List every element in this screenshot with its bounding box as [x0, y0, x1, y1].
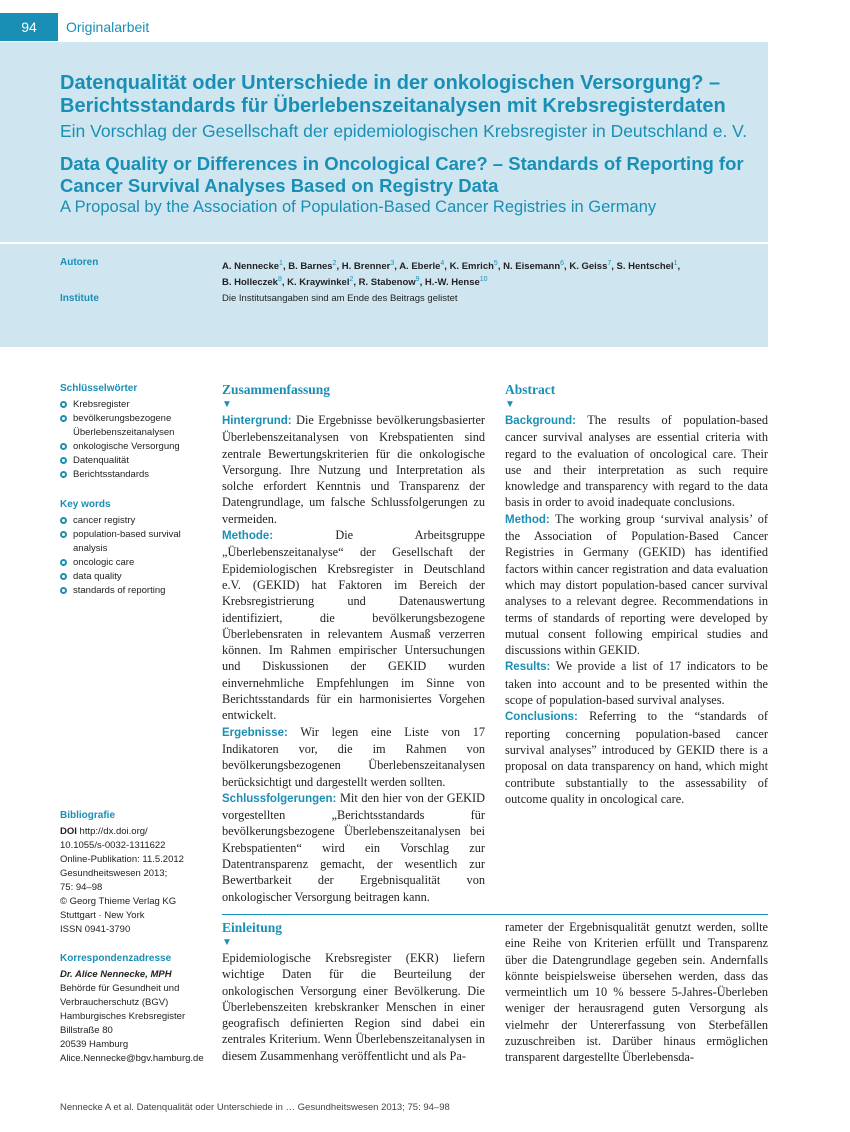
keyword-de-text: Berichtsstandards — [73, 469, 150, 480]
method-label: Method: — [505, 513, 550, 526]
keyword-en-text: data quality — [73, 571, 122, 582]
affiliation-number: 6 — [560, 260, 565, 267]
methode-text: Die Arbeitsgruppe „Überlebenszeitanalyse“ der Gesellschaft der Epidemiologischen Krebsregister in Deutschland e.V. (GEKID) hat Faktoren im Bereich der Krebsregistrierung und Datenauswertung identifiziert, die bevölkerungsbezogene Überlebensraten in relevantem Ausmaß verzerren können. Im Rahmen empirischer Untersuchungen und Diskussionen der GEKID wurden einvernehmliche Empfehlungen im Sinne von Berichtsstandards für ein harmonisiertes Vorgehen entwickelt. — [222, 528, 485, 723]
english-title: Data Quality or Differences in Oncological Care? – Standards of Reporting for Cancer Survival Analyses Based on Registry Data — [60, 153, 744, 196]
keyword-en-item — [60, 514, 210, 528]
schluss-text: Mit den hier von der GEKID vorgestellten „Berichtsstandards für bevölkerungsbezogene Überlebenszeitanalysen bei Krebspatienten“ wird ein Vorschlag zur Datentransparenz gemacht, der wesentlich zur Bewertbarkeit der Ergebnisqualität von onkologischer Versorgung beitragen kann. — [222, 790, 486, 904]
keyword-de-item — [60, 412, 210, 440]
section-label: Originalarbeit — [66, 19, 150, 35]
circle-bullet-icon — [60, 559, 67, 566]
institute-label: Institute — [60, 293, 99, 304]
keywords-en-list — [60, 514, 210, 598]
background-text: The results of population-based cancer survival analyses are essential criteria with regard to the evaluation of oncological care. Their use and their interpretation as such require knowledge and transparency with regard to the data basis in order to avoid inadequate conclusions. — [505, 413, 768, 510]
methode-paragraph — [222, 527, 485, 724]
keyword-de-item — [60, 398, 210, 412]
correspondence-heading: Korrespondenzadresse — [60, 953, 172, 964]
circle-bullet-icon — [60, 587, 67, 594]
background-paragraph — [505, 412, 768, 511]
author-name: N. Eisemann — [503, 261, 561, 273]
affiliation-number: 5 — [493, 260, 498, 267]
author-name: H. Brenner — [341, 261, 391, 273]
affiliation-number: 9 — [415, 276, 420, 284]
bibliography-line: Stuttgart · New York — [60, 910, 145, 921]
correspondence-line: Alice.Nennecke@bgv.hamburg.de — [60, 1053, 204, 1064]
correspondence — [60, 952, 210, 1066]
circle-bullet-icon — [60, 401, 67, 408]
circle-bullet-icon — [60, 443, 67, 450]
circle-bullet-icon — [60, 457, 67, 464]
triangle-marker-icon: ▼ — [222, 399, 232, 410]
correspondence-line: Hamburgisches Krebsregister — [60, 1011, 186, 1022]
keywords-en — [60, 498, 210, 598]
keyword-en-item — [60, 556, 210, 570]
author-name: R. Stabenow — [358, 277, 416, 289]
circle-bullet-icon — [60, 415, 67, 422]
bibliography-line: Online-Publikation: 11.5.2012 — [60, 854, 184, 865]
hintergrund-text: Die Ergebnisse bevölkerungsbasierter Überlebenszeitanalysen von Krebspatienten sind zentrale Bewertungskriterien für die onkologische Versorgung. Ihre Nutzung und Interpretation als solche erfordert Kenntnis und Transparenz der Datengrundlage, um falsche Schlussfolgerungen zu vermeiden. — [222, 413, 486, 526]
keyword-en-text: population-based survival analysis — [73, 529, 181, 554]
correspondence-line: Verbraucherschutz (BGV) — [60, 997, 169, 1008]
affiliation-number: 10 — [479, 276, 488, 284]
author-list: A. Nennecke$^1$, B. Barnes$^2$, H. Brenner$^3$, A. Eberle$^4$, K. Emrich$^5$, N. Eisemann$^6$, K. Geiss$^7$, S. Hentschel$^1$, B. Holleczek$^8$, K. Kraywinkel$^2$, R. Stabenow$^9$, H.-W. Hense$^{10}$ — [222, 260, 681, 289]
section-divider — [222, 914, 768, 915]
keywords-de-heading: Schlüsselwörter — [60, 383, 138, 394]
affiliation-number: 1 — [673, 260, 678, 267]
affiliation-number: 3 — [390, 260, 395, 267]
bibliography-line: 75: 94–98 — [60, 882, 103, 893]
bibliography-line: 10.1055/s-0032-1311622 — [60, 840, 166, 851]
background-label: Background: — [505, 415, 576, 427]
keyword-de-text: bevölkerungsbezogene Überlebenszeitanalysen — [73, 413, 175, 438]
results-label: Results: — [505, 661, 551, 674]
circle-bullet-icon — [60, 573, 67, 580]
author-name: B. Holleczek — [222, 277, 278, 289]
affiliation-number: 1 — [279, 260, 283, 267]
results-paragraph — [505, 658, 768, 708]
method-text: The working group ‘survival analysis’ of the Association of Population-Based Cancer Registries in Germany (GEKID) has identified factors within cancer registration and data evaluation which may distort population-based cancer survival analyses to a relevant degree. Recommendations in terms of standards of reporting were developed by mutual consent following empirical studies and discussions within GEKID. — [505, 511, 769, 658]
circle-bullet-icon — [60, 517, 67, 524]
conclusions-label: Conclusions: — [505, 711, 578, 724]
author-name: A. Eberle — [399, 261, 441, 273]
keywords-de — [60, 382, 210, 482]
triangle-marker-icon: ▼ — [505, 399, 515, 410]
correspondence-line: Behörde für Gesundheit und — [60, 983, 180, 994]
ergebnisse-label: Ergebnisse: — [222, 726, 288, 739]
einleitung-right-text: rameter der Ergebnisqualität genutzt werden, sollte eine Reihe von Kriterien erfüllt und Transparenz über die Datengrundlage gegeben sein. Andernfalls könnte beispielsweise übersehen werden, dass das vermeintlich um 10 % bessere 5-Jahres-Überleben weniger der herausragend guten Versorgung als vielmehr der Untererfassung von Sterbefällen zuzuschreiben ist. Darüber hinaus ermöglichen transparent dargestellte Überlebensda- — [505, 920, 768, 1065]
bibliography-lines — [60, 839, 210, 937]
ergebnisse-text: Wir legen eine Liste von 17 Indikatoren vor, die im Rahmen von bevölkerungsbezogenen Überlebenszeitanalysen berücksichtigt und dargestellt werden sollten. — [222, 724, 485, 789]
correspondence-line: 20539 Hamburg — [60, 1039, 129, 1050]
einleitung-right-column — [505, 919, 768, 1066]
einleitung-left-text: Epidemiologische Krebsregister (EKR) liefern wichtige Daten für die Beurteilung der onkologischen Versorgung einer Bevölkerung. Die Überlebenszeiten krebskranker Menschen in einer geografisch definierten Region sind dabei ein zentrales Kriterium. Wenn Überlebenszeitanalysen in diesem Zusammenhang veröffentlicht und als Pa- — [222, 951, 485, 1063]
bibliography-line: Gesundheitswesen 2013; — [60, 868, 168, 879]
abstract-column — [505, 382, 768, 807]
keyword-en-item — [60, 570, 210, 584]
einleitung-left-column — [222, 920, 485, 1064]
author-name: H.-W. Hense — [424, 277, 480, 289]
keyword-de-item — [60, 454, 210, 468]
schluss-paragraph — [222, 790, 485, 905]
affiliation-number: 7 — [607, 260, 612, 267]
zusammenfassung-column — [222, 382, 485, 905]
author-name: K. Emrich — [449, 261, 494, 273]
conclusions-paragraph — [505, 708, 768, 807]
keyword-en-item — [60, 584, 210, 598]
abstract-heading: Abstract — [505, 382, 556, 397]
german-subtitle: Ein Vorschlag der Gesellschaft der epidemiologischen Krebsregister in Deutschland e. V. — [60, 121, 748, 141]
schluss-label: Schlussfolgerungen: — [222, 792, 337, 805]
affiliation-number: 2 — [349, 276, 354, 284]
author-name: A. Nennecke — [222, 261, 280, 273]
author-name: B. Barnes — [288, 261, 333, 273]
circle-bullet-icon — [60, 531, 67, 538]
hintergrund-paragraph — [222, 412, 485, 527]
keyword-en-text: standards of reporting — [73, 585, 166, 596]
conclusions-text: Referring to the “standards of reporting concerning population-based cancer survival analyses” introduced by GEKID there is a proposal on data transparency on hand, which might contribute substantially to the assessability of outcome quality in oncological care. — [505, 709, 768, 806]
keyword-de-item — [60, 440, 210, 454]
institute-text: Die Institutsangaben sind am Ende des Beitrags gelistet — [222, 293, 458, 304]
zusammenfassung-heading: Zusammenfassung — [222, 382, 331, 397]
footer-citation: Nennecke A et al. Datenqualität oder Unterschiede in … Gesundheitswesen 2013; 75: 94–98 — [60, 1102, 450, 1113]
keyword-de-text: Datenqualität — [73, 455, 129, 466]
author-name: K. Geiss — [569, 261, 608, 273]
correspondence-line: Billstraße 80 — [60, 1025, 113, 1036]
keyword-en-item — [60, 528, 210, 556]
bibliography-line: © Georg Thieme Verlag KG — [60, 896, 177, 907]
method-paragraph — [505, 511, 768, 659]
page-number: 94 — [0, 13, 58, 41]
einleitung-heading: Einleitung — [222, 920, 283, 935]
results-text: We provide a list of 17 indicators to be taken into account and to be presented within the scope of population-based survival analyses. — [505, 659, 768, 708]
german-title: Datenqualität oder Unterschiede in der onkologischen Versorgung? – Berichtsstandards für Überlebenszeitanalysen mit Krebsregisterdaten — [60, 72, 726, 117]
affiliation-number: 4 — [440, 260, 445, 267]
affiliation-number: 2 — [332, 260, 337, 267]
correspondence-lines — [60, 982, 210, 1066]
authors-label: Autoren — [60, 257, 99, 268]
keywords-de-list — [60, 398, 210, 482]
keywords-en-heading: Key words — [60, 499, 111, 510]
affiliation-number: 8 — [277, 276, 282, 284]
correspondence-name: Dr. Alice Nennecke, MPH — [60, 969, 172, 980]
keyword-de-text: Krebsregister — [73, 399, 130, 410]
bibliography-line: ISSN 0941-3790 — [60, 924, 131, 935]
author-name: S. Hentschel — [616, 261, 674, 273]
hintergrund-label: Hintergrund: — [222, 415, 292, 427]
ergebnisse-paragraph — [222, 724, 485, 790]
methode-label: Methode: — [222, 530, 274, 543]
keyword-en-text: oncologic care — [73, 557, 135, 568]
triangle-marker-icon: ▼ — [222, 937, 232, 948]
doi-link[interactable]: http://dx.doi.org/ — [79, 826, 148, 837]
keyword-de-text: onkologische Versorgung — [73, 441, 180, 452]
keyword-en-text: cancer registry — [73, 515, 136, 526]
doi-label: DOI — [60, 826, 77, 837]
english-subtitle: A Proposal by the Association of Population-Based Cancer Registries in Germany — [60, 198, 657, 216]
bibliography — [60, 809, 210, 937]
circle-bullet-icon — [60, 471, 67, 478]
keyword-de-item — [60, 468, 210, 482]
bibliography-heading: Bibliografie — [60, 810, 116, 821]
author-name: K. Kraywinkel — [287, 277, 350, 289]
